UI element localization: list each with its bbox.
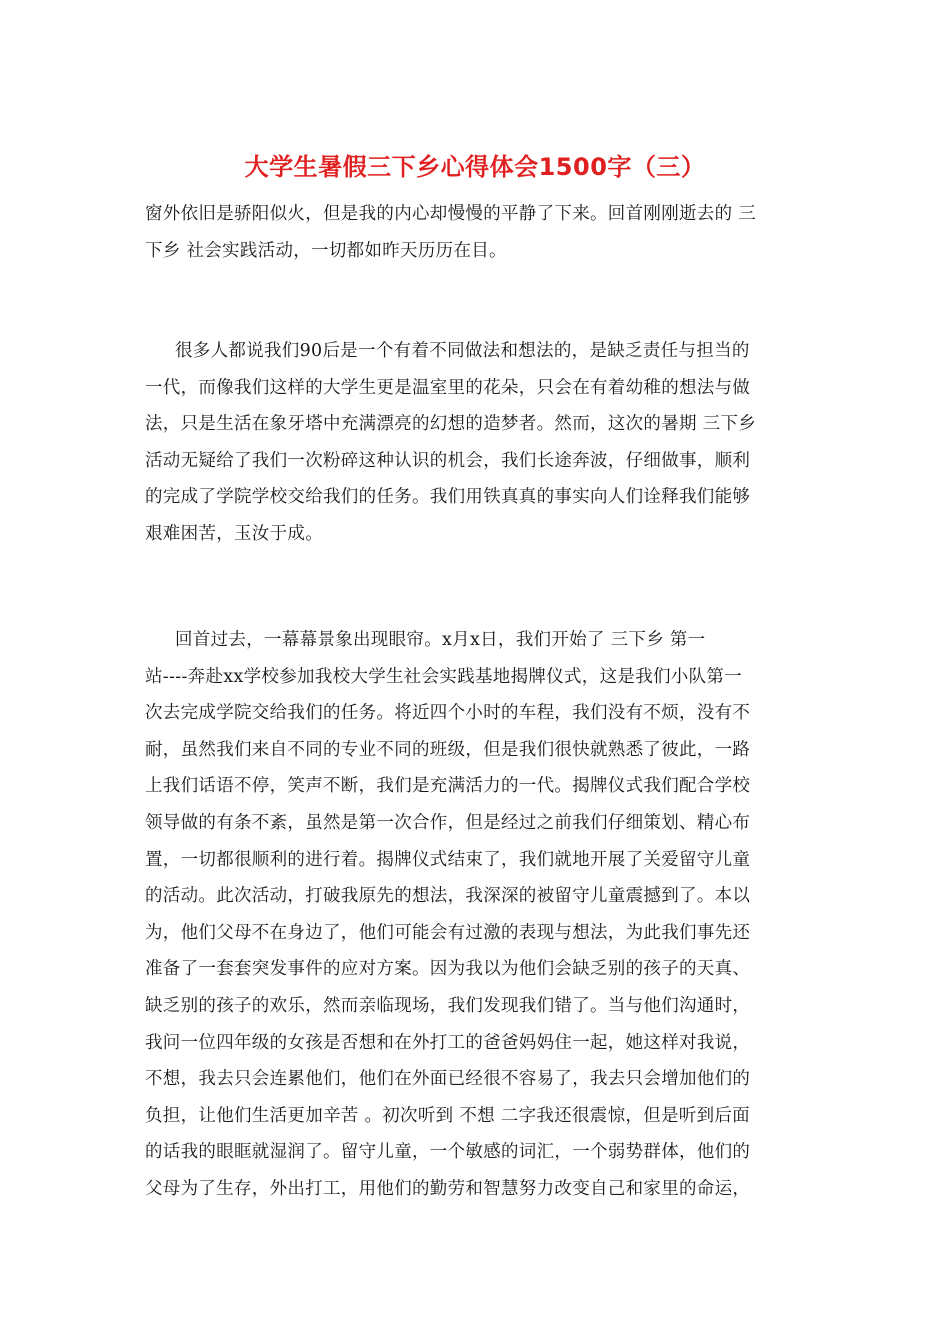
text-line: 置，一切都很顺利的进行着。揭牌仪式结束了，我们就地开展了关爱留守儿童 — [145, 849, 751, 870]
text-line: 艰难困苦，玉汝于成。 — [145, 523, 323, 544]
body-paragraph-2 — [145, 333, 810, 553]
text-line: 负担，让他们生活更加辛苦 。初次听到 不想 二字我还很震惊，但是听到后面 — [145, 1105, 750, 1126]
text-line: 准备了一套套突发事件的应对方案。因为我以为他们会缺乏别的孩子的天真、 — [145, 959, 751, 980]
text-line: 我问一位四年级的女孩是否想和在外打工的爸爸妈妈住一起，她这样对我说， — [145, 1032, 751, 1053]
text-line: 耐，虽然我们来自不同的专业不同的班级，但是我们很快就熟悉了彼此，一路 — [145, 739, 751, 760]
text-line: 活动无疑给了我们一次粉碎这种认识的机会，我们长途奔波，仔细做事，顺利 — [145, 450, 751, 471]
text-line: 不想，我去只会连累他们，他们在外面已经很不容易了，我去只会增加他们的 — [145, 1069, 751, 1090]
text-line: 法，只是生活在象牙塔中充满漂亮的幻想的造梦者。然而，这次的暑期 三下乡 — [145, 414, 757, 435]
text-line: 缺乏别的孩子的欢乐，然而亲临现场，我们发现我们错了。当与他们沟通时， — [145, 995, 751, 1016]
text-line: 领导做的有条不紊，虽然是第一次合作，但是经过之前我们仔细策划、精心布 — [145, 812, 751, 833]
text-line: 上我们话语不停，笑声不断，我们是充满活力的一代。揭牌仪式我们配合学校 — [145, 776, 751, 797]
document-title: 大学生暑假三下乡心得体会1500字（三） — [244, 153, 706, 181]
text-line: 窗外依旧是骄阳似火，但是我的内心却慢慢的平静了下来。回首刚刚逝去的 三 — [145, 204, 757, 224]
text-line: 的活动。此次活动，打破我原先的想法，我深深的被留守儿童震撼到了。本以 — [145, 886, 751, 907]
text-line: 一代，而像我们这样的大学生更是温室里的花朵，只会在有着幼稚的想法与做 — [145, 377, 751, 398]
text-line: 次去完成学院交给我们的任务。将近四个小时的车程，我们没有不烦，没有不 — [145, 703, 751, 724]
text-line: 下乡 社会实践活动，一切都如昨天历历在目。 — [145, 240, 507, 261]
text-line: 父母为了生存，外出打工，用他们的勤劳和智慧努力改变自己和家里的命运， — [145, 1178, 751, 1199]
text-line: 的完成了学院学校交给我们的任务。我们用铁真真的事实向人们诠释我们能够 — [145, 487, 751, 508]
text-line: 的话我的眼眶就湿润了。留守儿童，一个敏感的词汇，一个弱势群体，他们的 — [145, 1142, 751, 1163]
text-line: 站----奔赴xx学校参加我校大学生社会实践基地揭牌仪式，这是我们小队第一 — [145, 666, 742, 687]
intro-paragraph — [145, 196, 810, 269]
text-line: 很多人都说我们90后是一个有着不同做法和想法的，是缺乏责任与担当的 — [175, 341, 750, 361]
body-paragraph-3 — [145, 622, 810, 1208]
text-line: 为，他们父母不在身边了，他们可能会有过激的表现与想法，为此我们事先还 — [145, 922, 751, 943]
text-line: 回首过去，一幕幕景象出现眼帘。x月x日，我们开始了 三下乡 第一 — [175, 630, 706, 650]
